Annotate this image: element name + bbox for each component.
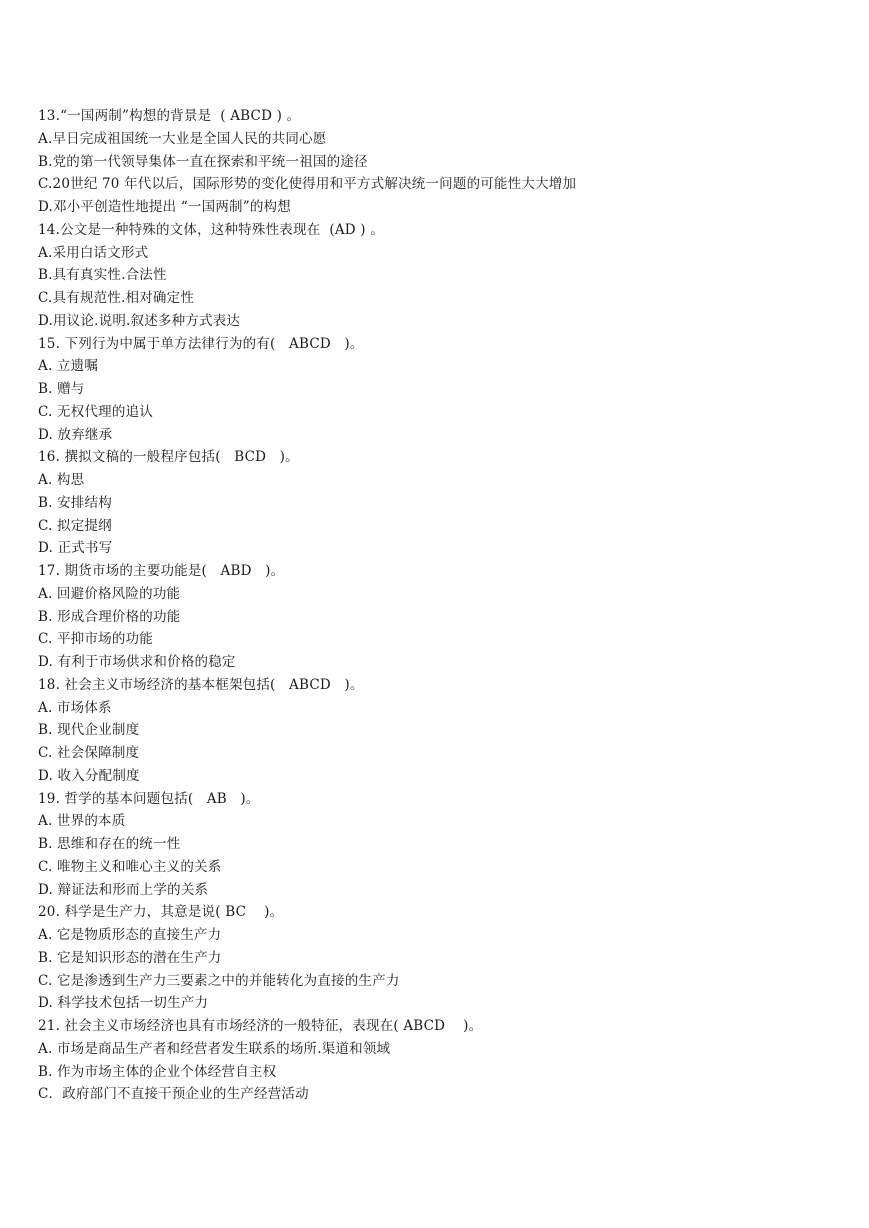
question-16-option-a: A. 构思 [38, 472, 85, 488]
question-19-option-c: C. 唯物主义和唯心主义的关系 [38, 858, 222, 875]
question-15-stem: 15. 下列行为中属于单方法律行为的有( ABCD )。 [38, 335, 364, 352]
question-13-option-d: D.邓小平创造性地提出 “一国两制”的构想 [38, 199, 291, 215]
question-21-option-a: A. 市场是商品生产者和经营者发生联系的场所.渠道和领域 [38, 1040, 391, 1057]
question-19-stem: 19. 哲学的基本问题包括( AB )。 [38, 790, 260, 807]
question-20-option-a: A. 它是物质形态的直接生产力 [38, 927, 222, 943]
question-17-option-a: A. 回避价格风险的功能 [38, 585, 181, 602]
question-17-option-d: D. 有利于市场供求和价格的稳定 [38, 654, 236, 670]
question-21-option-b: B. 作为市场主体的企业个体经营自主权 [38, 1063, 277, 1080]
question-16-option-b: B. 安排结构 [38, 494, 112, 511]
question-14-option-c: C.具有规范性.相对确定性 [38, 290, 195, 306]
question-19-option-a: A. 世界的本质 [38, 813, 126, 830]
question-13-stem: 13.“一国两制”构想的背景是 ( ABCD ) 。 [38, 108, 301, 124]
question-17-option-b: B. 形成合理价格的功能 [38, 608, 181, 625]
question-15-option-a: A. 立遗嘱 [38, 358, 99, 375]
question-16-option-c: C. 拟定提纲 [38, 517, 112, 534]
document-page [38, 105, 838, 1106]
question-18-option-d: D. 收入分配制度 [38, 767, 140, 784]
question-17-stem: 17. 期货市场的主要功能是( ABD )。 [38, 563, 285, 579]
question-15-option-c: C. 无权代理的追认 [38, 403, 153, 420]
question-15-option-b: B. 赠与 [38, 381, 85, 397]
question-14-option-a: A.采用白话文形式 [38, 244, 149, 261]
question-18-option-a: A. 市场体系 [38, 699, 112, 716]
question-20-option-d: D. 科学技术包括一切生产力 [38, 995, 209, 1012]
question-16-option-d: D. 正式书写 [38, 540, 113, 557]
question-20-option-c: C. 它是渗透到生产力三要素之中的并能转化为直接的生产力 [38, 972, 400, 989]
question-20-option-b: B. 它是知识形态的潜在生产力 [38, 949, 222, 966]
question-15-option-d: D. 放弃继承 [38, 426, 113, 443]
question-16-stem: 16. 撰拟文稿的一般程序包括( BCD )。 [38, 449, 299, 466]
question-14-stem: 14.公文是一种特殊的文体，这种特殊性表现在 (AD ) 。 [38, 221, 384, 238]
question-18-stem: 18. 社会主义市场经济的基本框架包括( ABCD )。 [38, 676, 364, 693]
question-21-stem: 21. 社会主义市场经济也具有市场经济的一般特征，表现在( ABCD )。 [38, 1018, 483, 1034]
question-20-stem: 20. 科学是生产力，其意是说( BC )。 [38, 904, 284, 921]
question-14-option-b: B.具有真实性.合法性 [38, 267, 167, 284]
question-19-option-b: B. 思维和存在的统一性 [38, 836, 181, 852]
question-18-option-c: C. 社会保障制度 [38, 745, 140, 761]
question-13-option-b: B.党的第一代领导集体一直在探索和平统一祖国的途径 [38, 153, 368, 170]
question-13-option-a: A.早日完成祖国统一大业是全国人民的共同心愿 [38, 130, 327, 147]
question-19-option-d: D. 辩证法和形而上学的关系 [38, 881, 209, 898]
question-14-option-d: D.用议论.说明.叙述多种方式表达 [38, 312, 241, 329]
question-13-option-c: C.20世纪 70 年代以后，国际形势的变化使得用和平方式解决统一问题的可能性大大增加 [38, 176, 577, 193]
question-21-option-c: C．政府部门不直接干预企业的生产经营活动 [38, 1086, 309, 1103]
question-18-option-b: B. 现代企业制度 [38, 722, 140, 739]
question-17-option-c: C. 平抑市场的功能 [38, 631, 153, 648]
